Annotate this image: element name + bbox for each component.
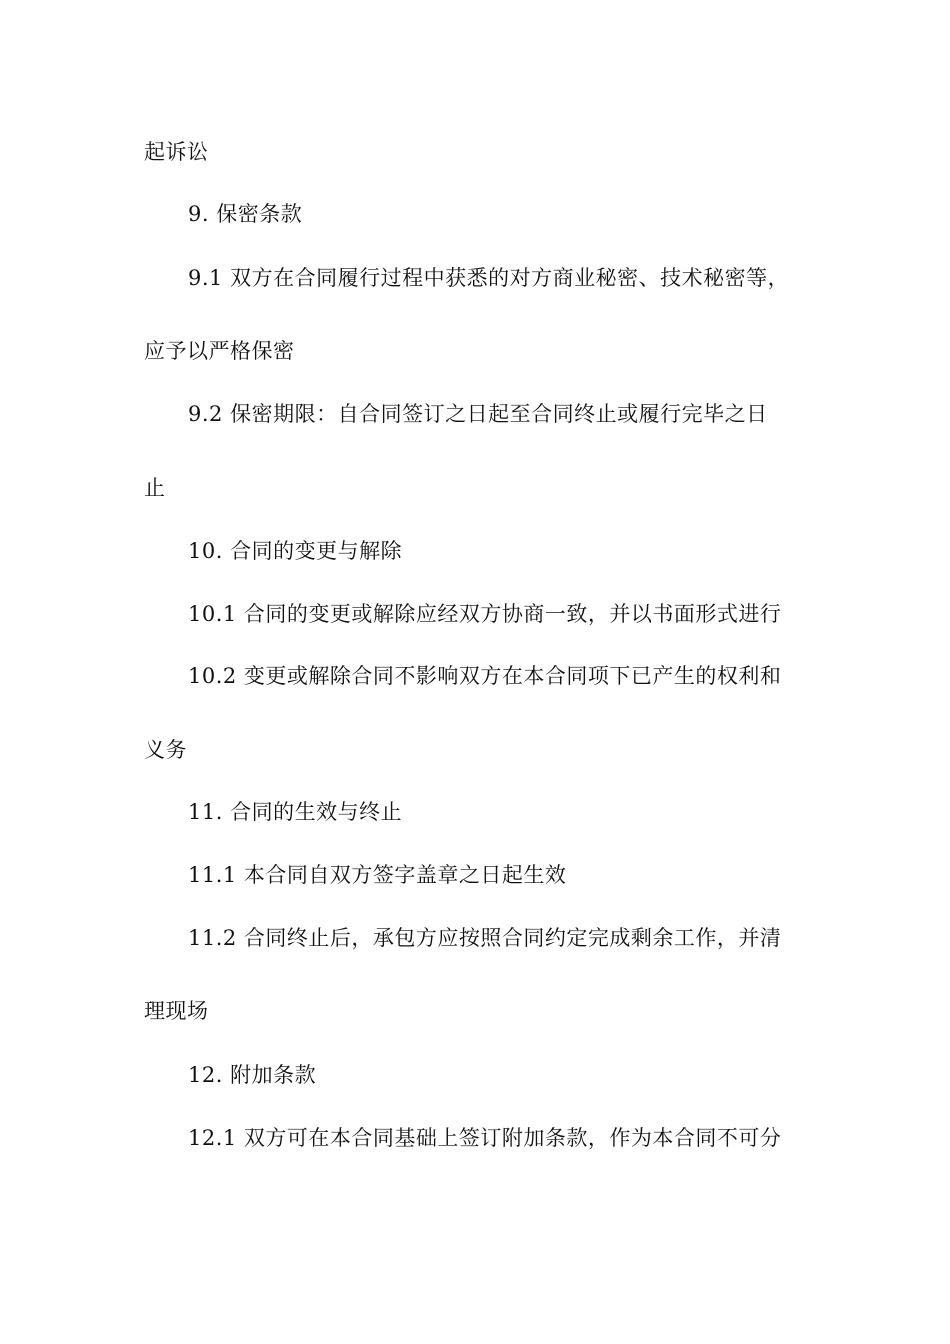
clause-11-2: 11.2 合同终止后，承包方应按照合同约定完成剩余工作，并清 <box>188 926 782 950</box>
clause-9-1-continuation: 应予以严格保密 <box>144 339 295 363</box>
section-heading-9: 9. 保密条款 <box>188 202 303 226</box>
clause-9-2: 9.2 保密期限：自合同签订之日起至合同终止或履行完毕之日 <box>188 402 768 426</box>
text-line-continuation: 起诉讼 <box>144 140 209 164</box>
clause-11-1: 11.1 本合同自双方签字盖章之日起生效 <box>188 863 567 887</box>
clause-11-2-continuation: 理现场 <box>144 999 209 1023</box>
clause-9-1: 9.1 双方在合同履行过程中获悉的对方商业秘密、技术秘密等， <box>188 266 790 290</box>
clause-10-2-continuation: 义务 <box>144 738 187 762</box>
section-heading-12: 12. 附加条款 <box>188 1063 317 1087</box>
section-heading-11: 11. 合同的生效与终止 <box>188 800 403 824</box>
section-heading-10: 10. 合同的变更与解除 <box>188 539 403 563</box>
clause-9-2-continuation: 止 <box>144 476 166 500</box>
clause-10-1: 10.1 合同的变更或解除应经双方协商一致，并以书面形式进行 <box>188 602 782 626</box>
clause-10-2: 10.2 变更或解除合同不影响双方在本合同项下已产生的权利和 <box>188 664 782 688</box>
clause-12-1: 12.1 双方可在本合同基础上签订附加条款，作为本合同不可分 <box>188 1126 782 1150</box>
